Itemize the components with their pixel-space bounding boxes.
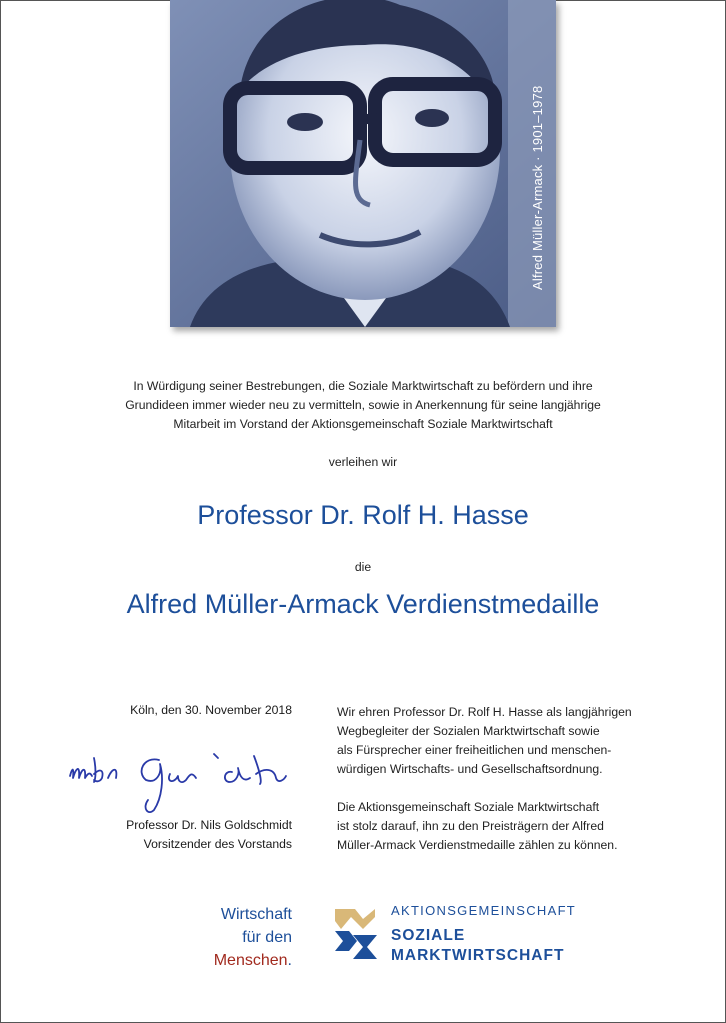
slogan-line [214,949,292,972]
signer-block [126,816,292,854]
place-date: Köln, den 30. November 2018 [130,703,292,717]
tribute-line: Die Aktionsgemeinschaft Soziale Marktwirtschaft [337,800,600,814]
award-title: Alfred Müller-Armack Verdienstmedaille [126,589,600,619]
portrait-caption: Alfred Müller-Armack · 1901–1978 [530,85,545,290]
intro-line: Mitarbeit im Vorstand der Aktionsgemeinschaft Soziale Marktwirtschaft [173,417,553,431]
signer-name: Professor Dr. Nils Goldschmidt [126,818,292,832]
logo-text-line3: MARKTWIRTSCHAFT [391,947,565,964]
verleihen-text: verleihen wir [328,455,398,469]
tribute-line: ist stolz darauf, ihn zu den Preisträgern der Alfred [337,819,604,833]
portrait-image [170,0,556,327]
logo-chevron-icon [333,905,379,963]
intro-line: Grundideen immer wieder neu zu vermitteln, sowie in Anerkennung für seine langjährige [125,398,601,412]
tribute-line: Müller-Armack Verdienstmedaille zählen zu können. [337,838,618,852]
signature-image [64,738,294,818]
honoree-name: Professor Dr. Rolf H. Hasse [197,500,529,530]
slogan-period: . [287,952,292,969]
slogan-line: Wirtschaft [220,906,292,923]
intro-paragraph [0,377,726,434]
slogan [214,903,292,972]
tribute-line: Wegbegleiter der Sozialen Marktwirtschaft sowie [337,724,600,738]
organization-logo [333,903,593,967]
logo-text-line1: AKTIONSGEMEINSCHAFT [391,903,577,918]
tribute-paragraph-2 [337,798,637,855]
signer-role: Vorsitzender des Vorstands [143,837,292,851]
article-text: die [354,560,372,574]
tribute-text [337,703,637,874]
tribute-line: würdigen Wirtschafts- und Gesellschaftsordnung. [337,762,603,776]
tribute-line: Wir ehren Professor Dr. Rolf H. Hasse als langjährigen [337,705,632,719]
slogan-highlight: Menschen [213,952,288,969]
tribute-line: als Fürsprecher einer freiheitlichen und menschen- [337,743,612,757]
portrait-illustration [170,0,556,327]
intro-line: In Würdigung seiner Bestrebungen, die Soziale Marktwirtschaft zu befördern und ihre [133,379,593,393]
tribute-paragraph-1 [337,703,637,779]
logo-text-line2: SOZIALE [391,927,466,944]
slogan-line: für den [242,929,292,946]
